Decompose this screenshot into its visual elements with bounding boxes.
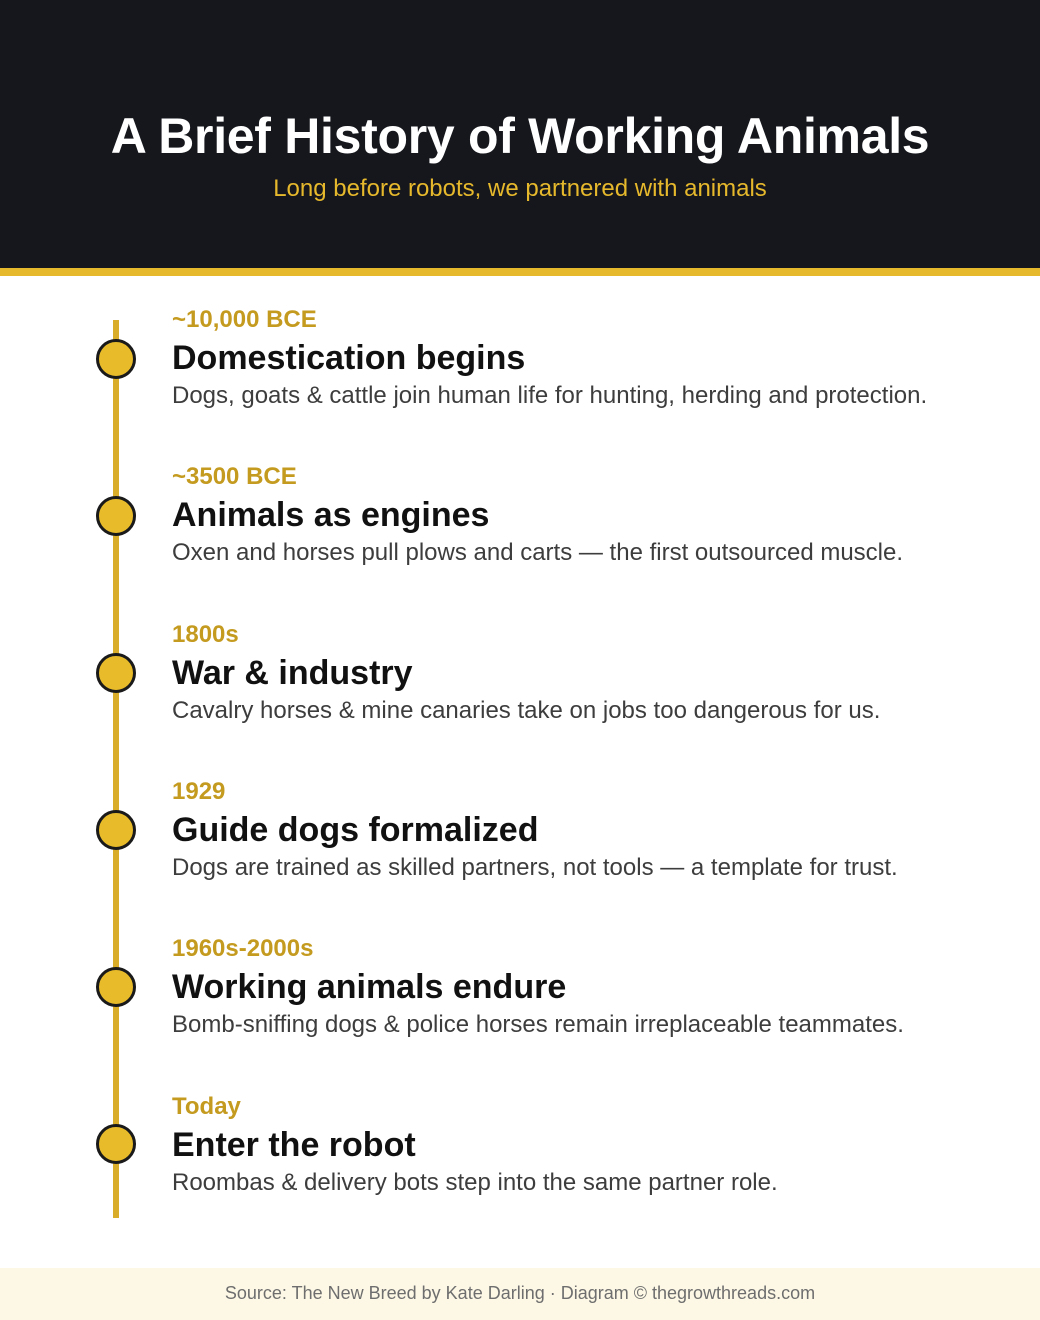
event-description: Oxen and horses pull plows and carts — the first outsourced muscle. [172,539,904,566]
event-title: War & industry [172,654,413,692]
timeline-dot [96,496,136,536]
timeline-dot [96,1124,136,1164]
event-year: ~10,000 BCE [172,306,317,333]
timeline-dot [96,339,136,379]
header-divider [0,268,1040,276]
event-description: Dogs are trained as skilled partners, not tools — a template for trust. [172,854,898,881]
page-title: A Brief History of Working Animals [110,108,930,164]
event-year: Today [172,1093,241,1120]
timeline-dot [96,967,136,1007]
event-year: 1929 [172,778,226,805]
timeline-dot [96,810,136,850]
event-description: Roombas & delivery bots step into the same partner role. [172,1169,778,1196]
header-banner [0,0,1040,268]
event-title: Domestication begins [172,339,526,377]
event-description: Dogs, goats & cattle join human life for hunting, herding and protection. [172,382,928,409]
page-subtitle: Long before robots, we partnered with animals [273,175,767,202]
footer [0,1268,1040,1320]
event-title: Animals as engines [172,496,490,534]
event-description: Cavalry horses & mine canaries take on jobs too dangerous for us. [172,697,881,724]
timeline-dot [96,653,136,693]
event-title: Enter the robot [172,1126,416,1164]
event-year: 1800s [172,621,239,648]
event-year: 1960s-2000s [172,935,314,962]
source-credit: Source: The New Breed by Kate Darling · Diagram © thegrowthreads.com [224,1283,816,1303]
event-description: Bomb-sniffing dogs & police horses remain irreplaceable teammates. [172,1011,904,1038]
event-year: ~3500 BCE [172,463,297,490]
event-title: Working animals endure [172,968,567,1006]
timeline-line [113,320,119,1218]
event-title: Guide dogs formalized [172,811,539,849]
